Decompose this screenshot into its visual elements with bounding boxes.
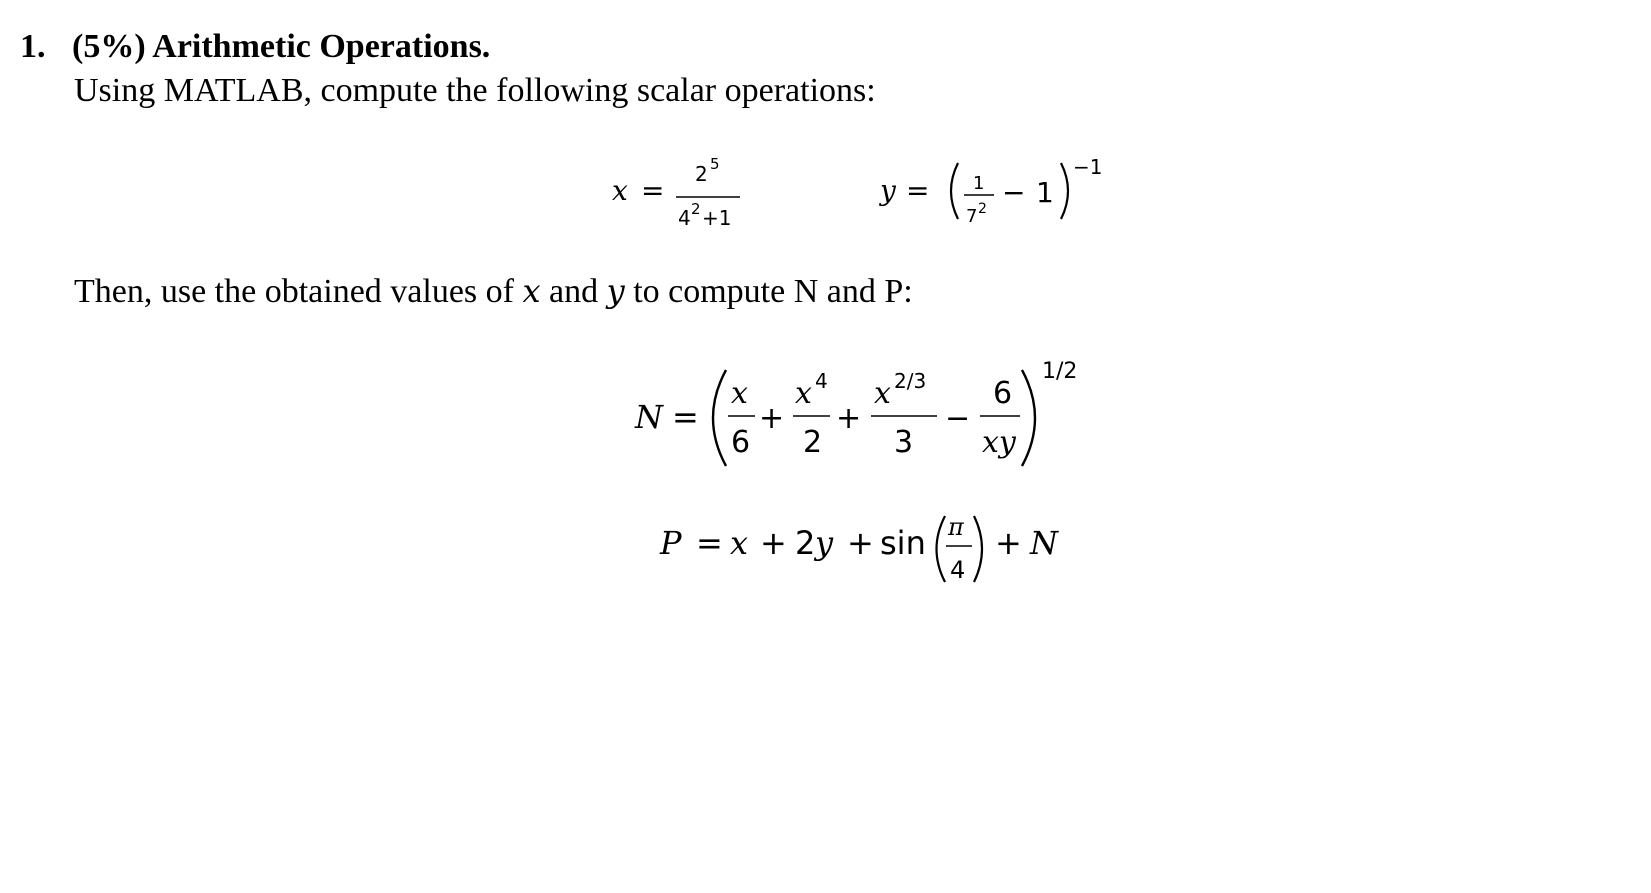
p-lhs: P: [660, 524, 682, 562]
n-outer-exp: 1/2: [1042, 359, 1078, 384]
n-t3-num: x: [874, 376, 891, 411]
p-left-paren: [937, 516, 946, 582]
p-four: 4: [950, 556, 966, 584]
n-plus1: +: [759, 401, 785, 436]
problem-title: (5%) Arithmetic Operations.: [72, 28, 491, 65]
p-equals: =: [696, 524, 723, 562]
then-var-x: x: [522, 272, 541, 310]
n-minus: −: [945, 401, 971, 436]
x-numerator-exp: 5: [710, 155, 720, 173]
problem-number: 1.: [20, 28, 46, 65]
n-t2-den: 2: [803, 425, 823, 460]
p-plus3: +: [995, 524, 1022, 562]
p-plus2: +: [847, 524, 874, 562]
n-lhs: N: [635, 398, 663, 436]
x-lhs: x: [612, 174, 628, 207]
n-plus2: +: [836, 401, 862, 436]
y-minus: −: [1002, 176, 1026, 209]
y-outer-exp: −1: [1073, 155, 1103, 179]
y-lhs: y: [880, 174, 896, 207]
then-suffix: to compute N and P:: [633, 273, 913, 310]
n-right-paren: [1022, 370, 1035, 466]
p-sin: sin: [880, 524, 926, 562]
p-y: y: [815, 524, 834, 562]
p-two: 2: [795, 524, 816, 562]
x-numerator: 2: [695, 162, 708, 186]
x-denominator-rest: +1: [702, 206, 732, 230]
n-t1-den: 6: [731, 425, 751, 460]
n-t4-num: 6: [993, 376, 1013, 411]
p-x: x: [730, 524, 749, 562]
then-and: and: [549, 273, 599, 310]
p-pi: π: [948, 513, 964, 541]
y-frac-den: 7: [966, 206, 978, 227]
n-t4-den: xy: [982, 425, 1016, 460]
p-plus1: +: [760, 524, 787, 562]
equation-n: [634, 359, 1077, 466]
intro-text: Using MATLAB, compute the following scalar operations:: [74, 72, 876, 109]
n-t2-num: x: [795, 376, 812, 411]
y-one: 1: [1036, 176, 1054, 209]
x-denominator-base: 4: [678, 206, 691, 230]
y-equals: =: [906, 174, 930, 207]
n-equals: =: [672, 398, 699, 436]
n-left-paren: [713, 370, 726, 466]
n-t2-num-exp: 4: [815, 369, 828, 393]
then-var-y: y: [606, 272, 625, 310]
n-t3-den: 3: [894, 425, 914, 460]
n-t3-num-exp: 2/3: [894, 369, 927, 393]
p-n: N: [1030, 524, 1058, 562]
y-frac-den-exp: 2: [978, 201, 987, 217]
x-equals: =: [641, 174, 665, 207]
n-t1-num: x: [731, 376, 748, 411]
x-denominator-exp: 2: [691, 200, 701, 218]
p-right-paren: [974, 516, 982, 582]
y-frac-num: 1: [973, 173, 985, 194]
equation-p: [659, 513, 1059, 584]
then-prefix: Then, use the obtained values of: [74, 273, 514, 310]
